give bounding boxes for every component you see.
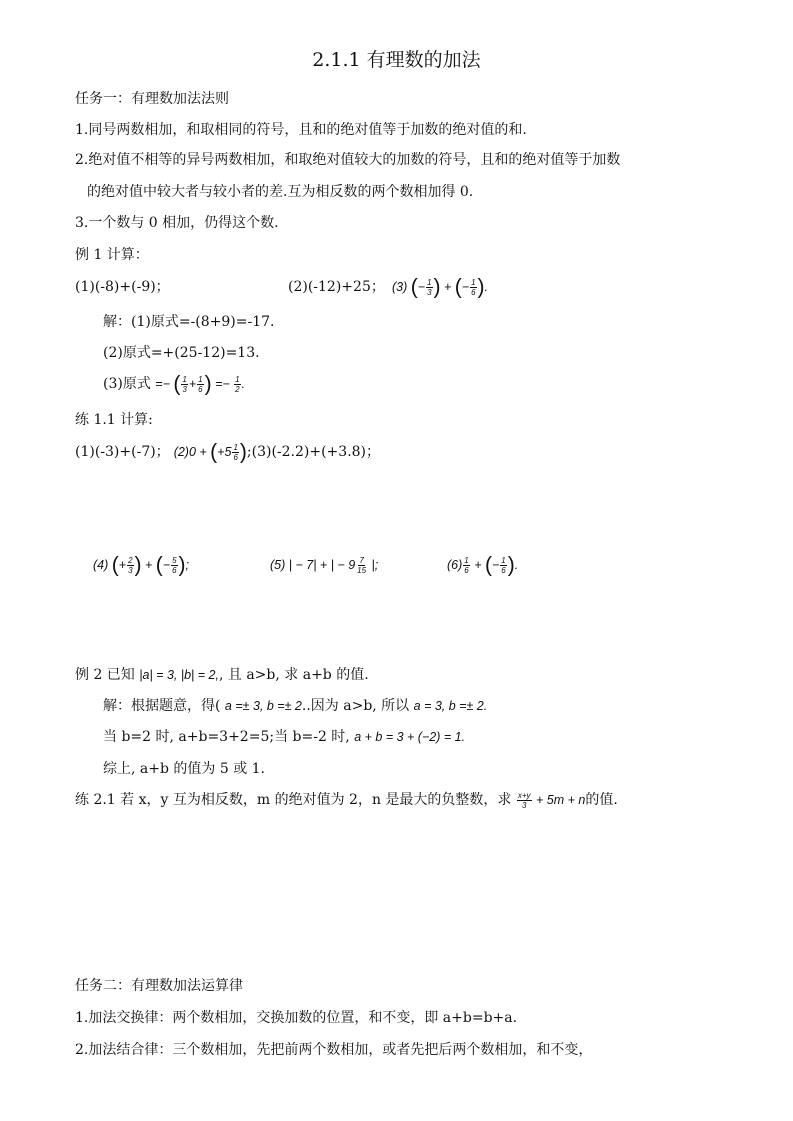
practice1-problem-5: (5) | − 7| + | − 9 $\frac{7}{15}$ |; xyxy=(270,556,379,576)
practice1-problem-2: (2)0 + (+5 $\frac{1}{6}$ ) xyxy=(173,440,247,464)
practice1-problem-3: (3)(-2.2)+(+3.8)； xyxy=(251,444,381,460)
practice2-problem: 练 2.1 若 x，y 互为相反数，m 的绝对值为 2，n 是最大的负整数，求 $\frac{x+y}{3}$ + 5m + n的值. xyxy=(75,791,618,811)
rule-1: 1.同号两数相加，和取相同的符号，且和的绝对值等于加数的绝对值的和. xyxy=(75,122,527,138)
practice1-problem-6: (6) $\frac{1}{6}$ + (− $\frac{1}{6}$ ). xyxy=(447,553,519,577)
example1-problem-1: (1)(-8)+(-9)； xyxy=(75,279,170,295)
rule-2-line-2: 的绝对值中较大者与较小者的差.互为相反数的两个数相加得 0. xyxy=(87,184,474,200)
practice1-problem-1: (1)(-3)+(-7)； xyxy=(75,444,170,460)
example1-problem-2: (2)(-12)+25； xyxy=(288,279,385,295)
example1-solution-2: (2)原式=+(25-12)=13. xyxy=(103,345,260,361)
task1-heading: 任务一：有理数加法法则 xyxy=(75,91,229,107)
law-2: 2.加法结合律：三个数相加，先把前两个数相加，或者先把后两个数相加，和不变， xyxy=(75,1042,593,1058)
practice1-problem-4: (4) (+ $\frac{2}{3}$ ) + (− $\frac{5}{6}$ ); xyxy=(93,553,190,577)
rule-2-line-1: 2.绝对值不相等的异号两数相加，和取绝对值较大的加数的符号，且和的绝对值等于加数 xyxy=(75,152,621,168)
task2-heading: 任务二：有理数加法运算律 xyxy=(75,978,243,994)
example1-heading: 例 1 计算： xyxy=(75,247,149,263)
practice1-problems-row-1: (1)(-3)+(-7)； (2)0 + (+5 $\frac{1}{6}$ );(3)(-2.2)+(+3.8)； xyxy=(75,440,381,464)
example2-heading: 例 2 已知 |a| = 3, |b| = 2,, 且 a>b, 求 a+b 的值. xyxy=(75,667,369,683)
rule-3: 3.一个数与 0 相加，仍得这个数. xyxy=(75,215,279,231)
example2-solution-3: 综上, a+b 的值为 5 或 1. xyxy=(103,761,266,777)
example2-solution-1: 解：根据题意，得( a =± 3, b =± 2..因为 a>b, 所以 a = 3, b =± 2. xyxy=(103,698,488,714)
practice1-heading: 练 1.1 计算: xyxy=(75,412,153,428)
example1-solution-3: (3)原式 =− ( $\frac{1}{3}$ + $\frac{1}{6}$ ) =− $\frac{1}{2}$ . xyxy=(103,372,246,396)
example2-solution-2: 当 b=2 时, a+b=3+2=5;当 b=-2 时, a + b = 3 + (−2) = 1. xyxy=(103,729,466,745)
law-1: 1.加法交换律：两个数相加，交换加数的位置，和不变，即 a+b=b+a. xyxy=(75,1010,518,1026)
example1-problem-3: (3) (− $\frac{1}{3}$ ) + (− $\frac{1}{6}$ ). xyxy=(392,275,489,299)
example1-solution-1: 解：(1)原式=-(8+9)=-17. xyxy=(103,314,275,330)
page-title: 2.1.1 有理数的加法 xyxy=(312,49,481,71)
